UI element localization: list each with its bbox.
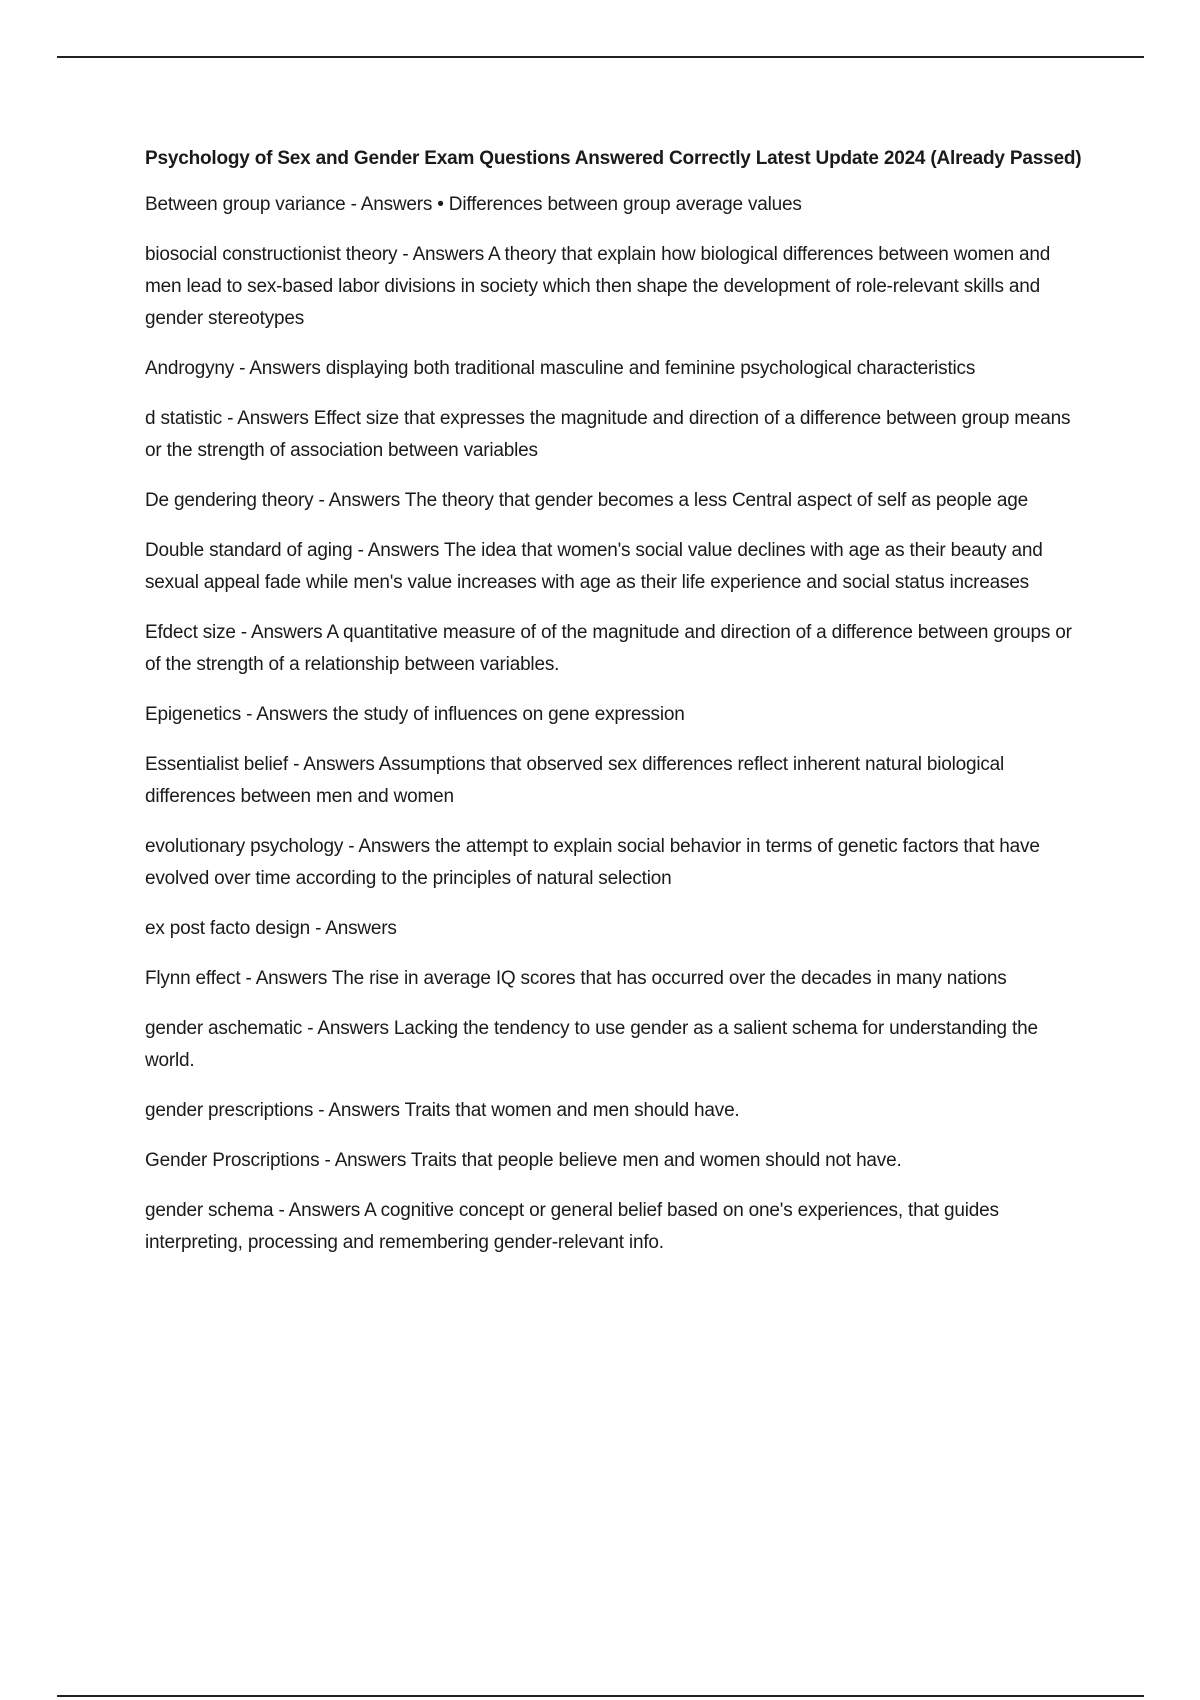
qa-entry: gender prescriptions - Answers Traits that women and men should have. xyxy=(145,1100,740,1121)
document-body xyxy=(145,143,1090,1277)
document-title: Psychology of Sex and Gender Exam Questions Answered Correctly Latest Update 2024 (Already Passed) xyxy=(145,148,1082,169)
qa-entry: Between group variance - Answers • Differences between group average values xyxy=(145,194,802,215)
qa-entry: gender aschematic - Answers Lacking the tendency to use gender as a salient schema for understanding the world. xyxy=(145,1018,1038,1071)
qa-entry: gender schema - Answers A cognitive concept or general belief based on one's experiences, that guides interpreting, processing and remembering gender-relevant info. xyxy=(145,1200,999,1253)
qa-entry: d statistic - Answers Effect size that expresses the magnitude and direction of a difference between group means or the strength of association between variables xyxy=(145,408,1071,461)
header-rule xyxy=(57,56,1144,58)
qa-entry: Flynn effect - Answers The rise in average IQ scores that has occurred over the decades in many nations xyxy=(145,968,1007,989)
qa-entry: biosocial constructionist theory - Answers A theory that explain how biological differences between women and men lead to sex-based labor divisions in society which then shape the development of role-relevant skills and gender stereotypes xyxy=(145,244,1051,329)
qa-entry: Essentialist belief - Answers Assumptions that observed sex differences reflect inherent natural biological differences between men and women xyxy=(145,754,1005,807)
qa-entry: Efdect size - Answers A quantitative measure of of the magnitude and direction of a difference between groups or of the strength of a relationship between variables. xyxy=(145,622,1072,675)
qa-list xyxy=(145,189,1090,1259)
qa-entry: Epigenetics - Answers the study of influences on gene expression xyxy=(145,704,685,725)
qa-entry: ex post facto design - Answers xyxy=(145,918,397,939)
qa-entry: Androgyny - Answers displaying both traditional masculine and feminine psychological characteristics xyxy=(145,358,976,379)
qa-entry: Double standard of aging - Answers The idea that women's social value declines with age as their beauty and sexual appeal fade while men's value increases with age as their life experience and social status increases xyxy=(145,540,1043,593)
footer-rule xyxy=(57,1695,1144,1697)
qa-entry: De gendering theory - Answers The theory that gender becomes a less Central aspect of self as people age xyxy=(145,490,1028,511)
qa-entry: evolutionary psychology - Answers the attempt to explain social behavior in terms of genetic factors that have evolved over time according to the principles of natural selection xyxy=(145,836,1040,889)
qa-entry: Gender Proscriptions - Answers Traits that people believe men and women should not have. xyxy=(145,1150,902,1171)
